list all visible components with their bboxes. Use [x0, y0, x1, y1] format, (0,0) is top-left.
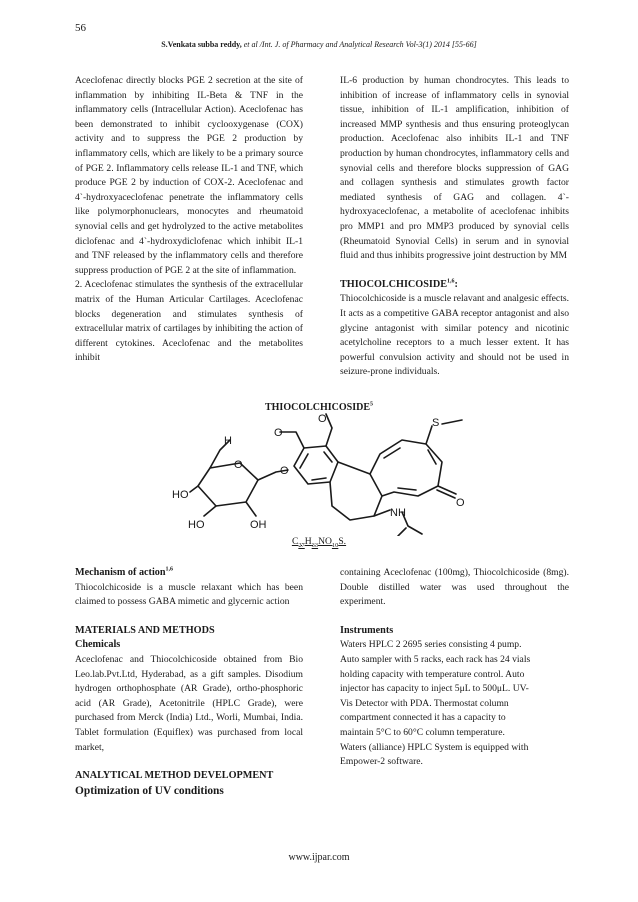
hydroxyl-label-1: HO [172, 489, 189, 501]
formula-text [292, 536, 346, 547]
mechanism-heading [75, 566, 303, 581]
thiocolchicoside-structure [170, 410, 470, 536]
thiocolchicoside-heading-colon: : [454, 278, 458, 290]
formula-no-count: 10 [331, 541, 339, 549]
instruments-line-8: Waters (alliance) HPLC System is equipped with [340, 741, 529, 753]
nh-label: NH [390, 507, 406, 519]
instruments-line-7: maintain 5°C to 60°C column temperature. [340, 726, 505, 738]
oxygen-label-carbonyl: O [456, 497, 465, 509]
thiocolchicoside-paragraph: Thiocolchicoside is a muscle relavant and analgesic effects. It acts as a competitive GABA receptor antagonist and also glycine antagonist with similar potency and nicotinic acetylcholine receptors to a much lesser extent. It has powerful convulsion activity and should not be used in seizure-prone individuals. [340, 293, 569, 378]
instruments-line-4: injector has capacity to inject 5μL to 500μL. UV- [340, 683, 529, 695]
oxygen-label-link: O [280, 465, 289, 477]
aceclofenac-paragraph: Aceclofenac directly blocks PGE 2 secretion at the site of inflammation by inhibiting IL-Beta & TNF in the inflammatory cells (Intracellular Action). Aceclofenac has been demonstrated to inhibit cyclooxygenase (COX) activity and to suppress the PGE 2 production by inflammatory cells, which are likely to be a primary source of PGE 2. Inflammatory cells release IL-1 and TNF, which produce PGE 2 by induction of COX-2. Aceclofenac and 4`-hydroxyaceclofenac penetrate the inflammatory cells like polymorphonuclears, monocytes and rheumatoid synovial cells and get hydrolyzed to the active metabolites diclofenac and 4`-hydroxydiclofenac which inhibit IL-1 and TNF released by the inflammatory cells and therefore suppress production of PGE 2 at the site of inflammation. [75, 75, 303, 276]
containing-paragraph: containing Aceclofenac (100mg), Thiocolchicoside (8mg). Double distilled water was used throughout the experiment. [340, 567, 569, 608]
mechanism-heading-text: Mechanism of action [75, 567, 166, 578]
instruments-line-9: Empower-2 software. [340, 756, 423, 768]
running-head-author: S.Venkata subba reddy, [161, 40, 242, 49]
page-number: 56 [75, 22, 86, 34]
sulfur-label: S [432, 417, 440, 429]
formula-no: NO [318, 536, 332, 547]
analytical-heading: ANALYTICAL METHOD DEVELOPMENT [75, 770, 274, 782]
right-column-top [340, 74, 569, 380]
instruments-line-1: Waters HPLC 2 2695 series consisting 4 pump. [340, 639, 522, 651]
hydroxyl-label-3: OH [250, 519, 267, 531]
formula-c-count: 27 [298, 541, 305, 549]
formula-h: H [304, 536, 312, 547]
glucose-ring [198, 463, 258, 506]
formula-c: C [291, 536, 299, 547]
left-column-top [75, 74, 303, 366]
thiocolchicoside-heading-ref: 1,6 [447, 278, 455, 285]
instruments-line-2: Auto sampler with 5 racks, each rack has 24 vials [340, 653, 531, 665]
ring-b [330, 462, 382, 520]
aromatic-ring [294, 446, 338, 484]
footer-website[interactable]: www.ijpar.com [288, 852, 350, 863]
materials-heading: MATERIALS AND METHODS [75, 624, 215, 636]
oxygen-label-ring: O [234, 459, 243, 471]
figure-title-ref: 5 [370, 401, 374, 408]
h-label: H [224, 435, 232, 447]
instruments-line-6: compartment connected it has a capacity to [340, 712, 506, 724]
formula-h-count: 33 [311, 541, 319, 549]
oxygen-label-methoxy-1: O [274, 427, 283, 439]
formula-s: S. [338, 536, 347, 547]
mechanism-paragraph: Thiocolchicoside is a muscle relaxant which has been claimed to possess GABA mimetic and glycernic action [75, 581, 303, 608]
running-head [0, 40, 638, 49]
aceclofenac-cartilage-paragraph: 2. Aceclofenac stimulates the synthesis of the extracellular matrix of the Human Articular Cartilages. Aceclofenac blocks degeneration and stimulates synthesis of extracellular matrix of cartilages by inhibiting the action of different cytokines. Aceclofenac and the metabolites inhibit [75, 279, 303, 364]
mechanism-heading-ref: 1,6 [165, 566, 174, 573]
figure-title-text: THIOCOLCHICOSIDE [264, 402, 371, 413]
il6-paragraph: IL-6 production by human chondrocytes. This leads to inhibition of increase of inflammatory cells in synovial tissue, inhibition of IL-1 amplification, inhibition of increased MMP synthesis and thus ensuring proteoglycan production. Aceclofenac also inhibits IL-1 and TNF production by human chondrocytes, inflammatory cells and synovial cells and therefore blocks suppression of GAG and collagen synthesis and stimulates growth factor mediated synthesis of GAG and collagen. 4`-hydroxyaceclofenac, a metabolite of aceclofenac inhibits pro MMP1 and pro MMP3 produced by synovial cells (Rheumatoid Synovial Cells) in serum and in synovial fluid and thus inhibits progressive joint destruction by MM [340, 75, 569, 262]
chemicals-paragraph: Aceclofenac and Thiocolchicoside obtained from Bio Leo.lab.Pvt.Ltd, Hyderabad, as a gift samples. Disodium hydrogen orthophosphate (AR Grade), ortho-phosphoric acid (AR Grade), Acetonitrile (HPLC Grade), were purchased from Merck (India) Ltd., Worli, Mumbai, India. Tablet formulation (Equiflex) was purchased from local market, [75, 653, 303, 753]
thiocolchicoside-heading-text: THIOCOLCHICOSIDE [340, 278, 447, 290]
hydroxyl-label-2: HO [188, 519, 205, 531]
left-column-bottom [75, 566, 303, 798]
oxygen-label-methoxy-2: O [318, 413, 327, 425]
running-head-journal: et al /Int. J. of Pharmacy and Analytical Research Vol-3(1) 2014 [55-66] [243, 40, 477, 49]
instruments-line-3: holding capacity with temperature control. Auto [340, 668, 525, 680]
ring-c [370, 440, 442, 496]
molecular-formula [0, 536, 638, 547]
instruments-heading: Instruments [340, 624, 394, 636]
chemicals-heading: Chemicals [75, 639, 121, 651]
instruments-line-5: Vis Detector with PDA. Thermostat column [340, 697, 509, 709]
right-column-bottom [340, 566, 569, 770]
optimization-heading: Optimization of UV conditions [75, 784, 224, 797]
thiocolchicoside-heading [340, 278, 569, 293]
